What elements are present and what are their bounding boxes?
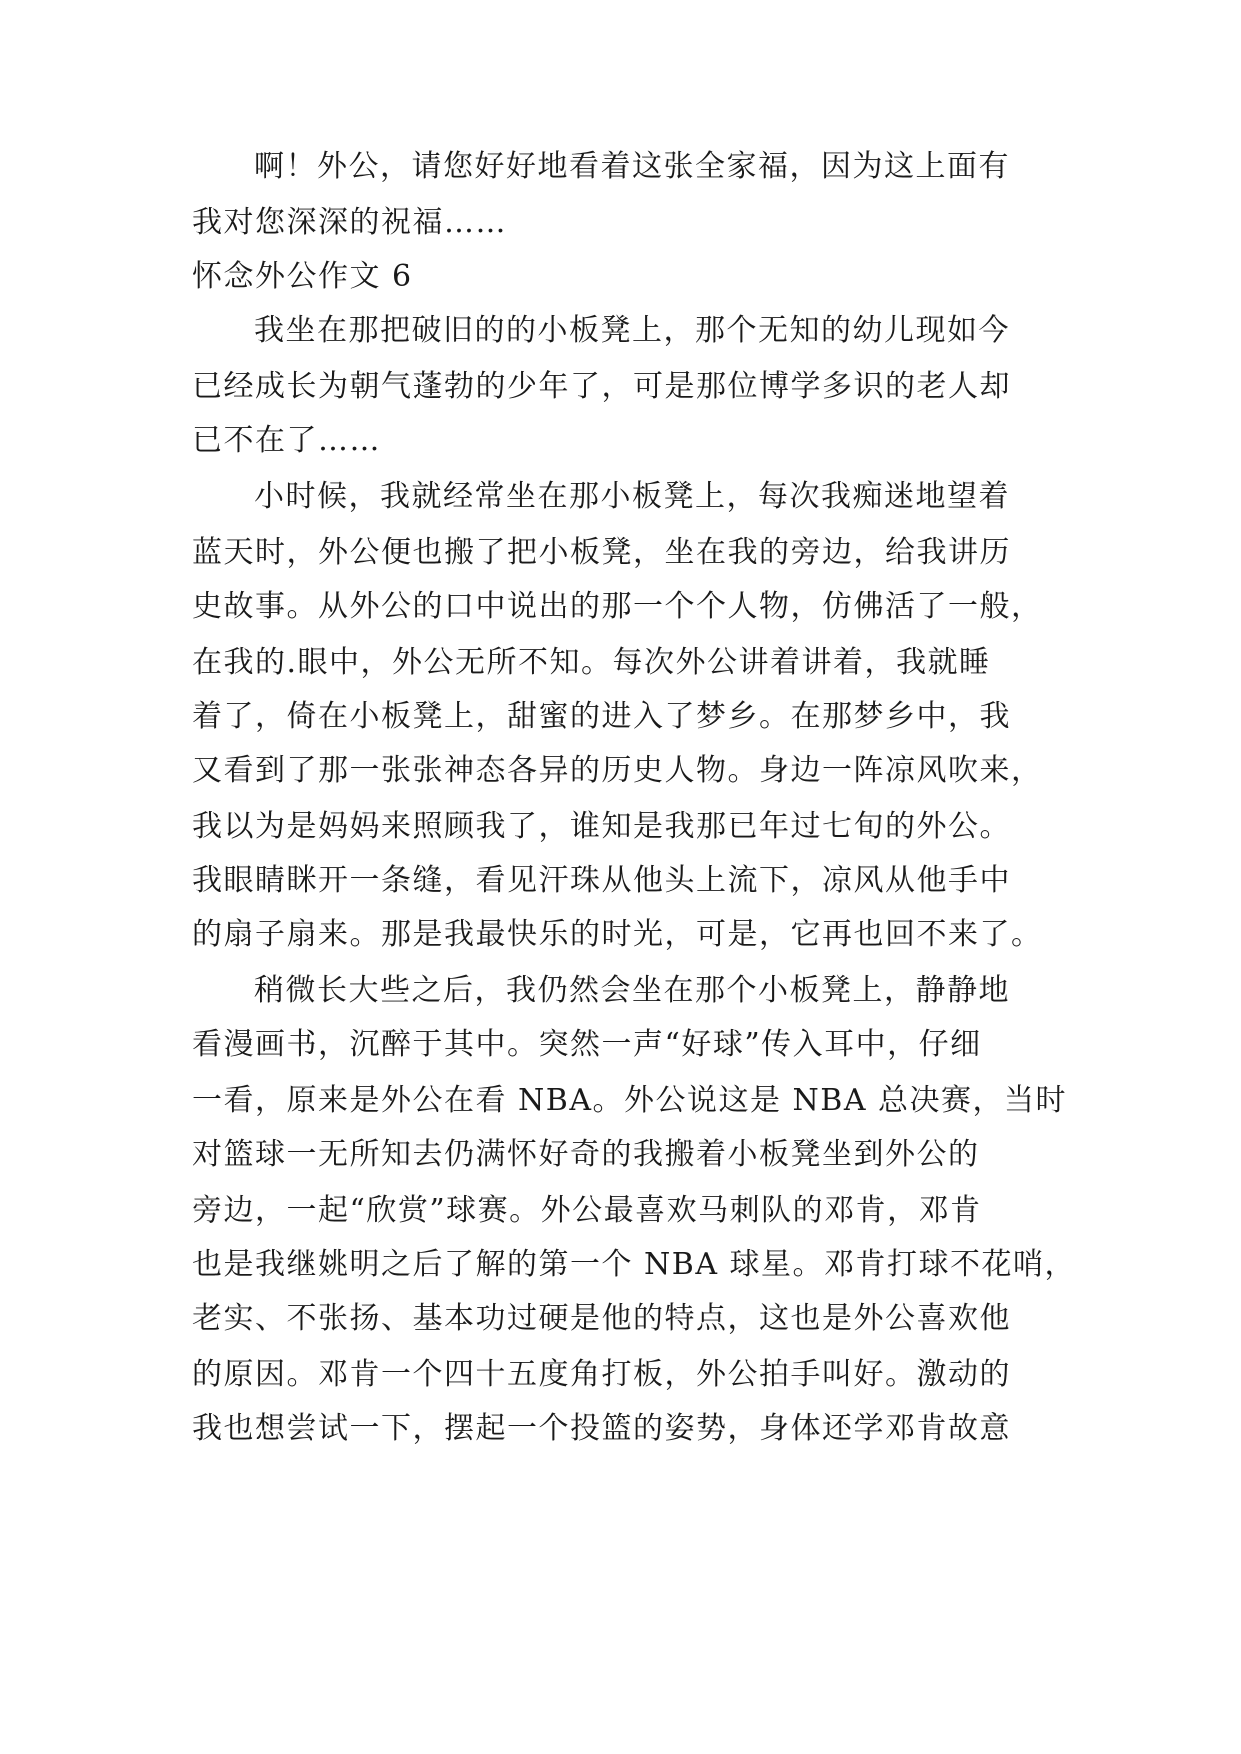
paragraph-line: 着了，倚在小板凳上，甜蜜的进入了梦乡。在那梦乡中，我 (192, 699, 1011, 734)
paragraph-line: 也是我继姚明之后了解的第一个 NBA 球星。邓肯打球不花哨， (192, 1247, 1077, 1282)
paragraph-line: 老实、不张扬、基本功过硬是他的特点，这也是外公喜欢他 (192, 1301, 1011, 1336)
paragraph-line: 看漫画书，沉醉于其中。突然一声“好球”传入耳中，仔细 (192, 1027, 982, 1062)
paragraph-line: 史故事。从外公的口中说出的那一个个人物，仿佛活了一般， (192, 589, 1043, 624)
paragraph-line: 的扇子扇来。那是我最快乐的时光，可是，它再也回不来了。 (192, 917, 1043, 952)
paragraph-line: 已经成长为朝气蓬勃的少年了，可是那位博学多识的老人却 (192, 369, 1011, 404)
paragraph-line: 在我的.眼中，外公无所不知。每次外公讲着讲着，我就睡 (192, 645, 991, 680)
section-title: 怀念外公作文 6 (192, 259, 413, 294)
paragraph-line: 啊！外公，请您好好地看着这张全家福，因为这上面有 (254, 149, 1010, 184)
paragraph-line: 对篮球一无所知去仍满怀好奇的我搬着小板凳坐到外公的 (192, 1137, 980, 1172)
paragraph-line: 一看，原来是外公在看 NBA。外公说这是 NBA 总决赛，当时 (192, 1083, 1068, 1118)
paragraph-line: 我对您深深的祝福…… (192, 205, 507, 240)
paragraph-line: 蓝天时，外公便也搬了把小板凳，坐在我的旁边，给我讲历 (192, 535, 1011, 570)
paragraph-line: 已不在了…… (192, 423, 381, 458)
paragraph-line: 的原因。邓肯一个四十五度角打板，外公拍手叫好。激动的 (192, 1357, 1011, 1392)
paragraph-line: 我坐在那把破旧的的小板凳上，那个无知的幼儿现如今 (254, 313, 1010, 348)
paragraph-line: 我眼睛眯开一条缝，看见汗珠从他头上流下，凉风从他手中 (192, 863, 1011, 898)
paragraph-line: 又看到了那一张张神态各异的历史人物。身边一阵凉风吹来， (192, 753, 1043, 788)
paragraph-line: 旁边，一起“欣赏”球赛。外公最喜欢马刺队的邓肯，邓肯 (192, 1193, 982, 1228)
paragraph-line: 小时候，我就经常坐在那小板凳上，每次我痴迷地望着 (254, 479, 1010, 514)
paragraph-line: 我以为是妈妈来照顾我了，谁知是我那已年过七旬的外公。 (192, 809, 1011, 844)
paragraph-line: 我也想尝试一下，摆起一个投篮的姿势，身体还学邓肯故意 (192, 1411, 1011, 1446)
paragraph-line: 稍微长大些之后，我仍然会坐在那个小板凳上，静静地 (254, 973, 1010, 1008)
